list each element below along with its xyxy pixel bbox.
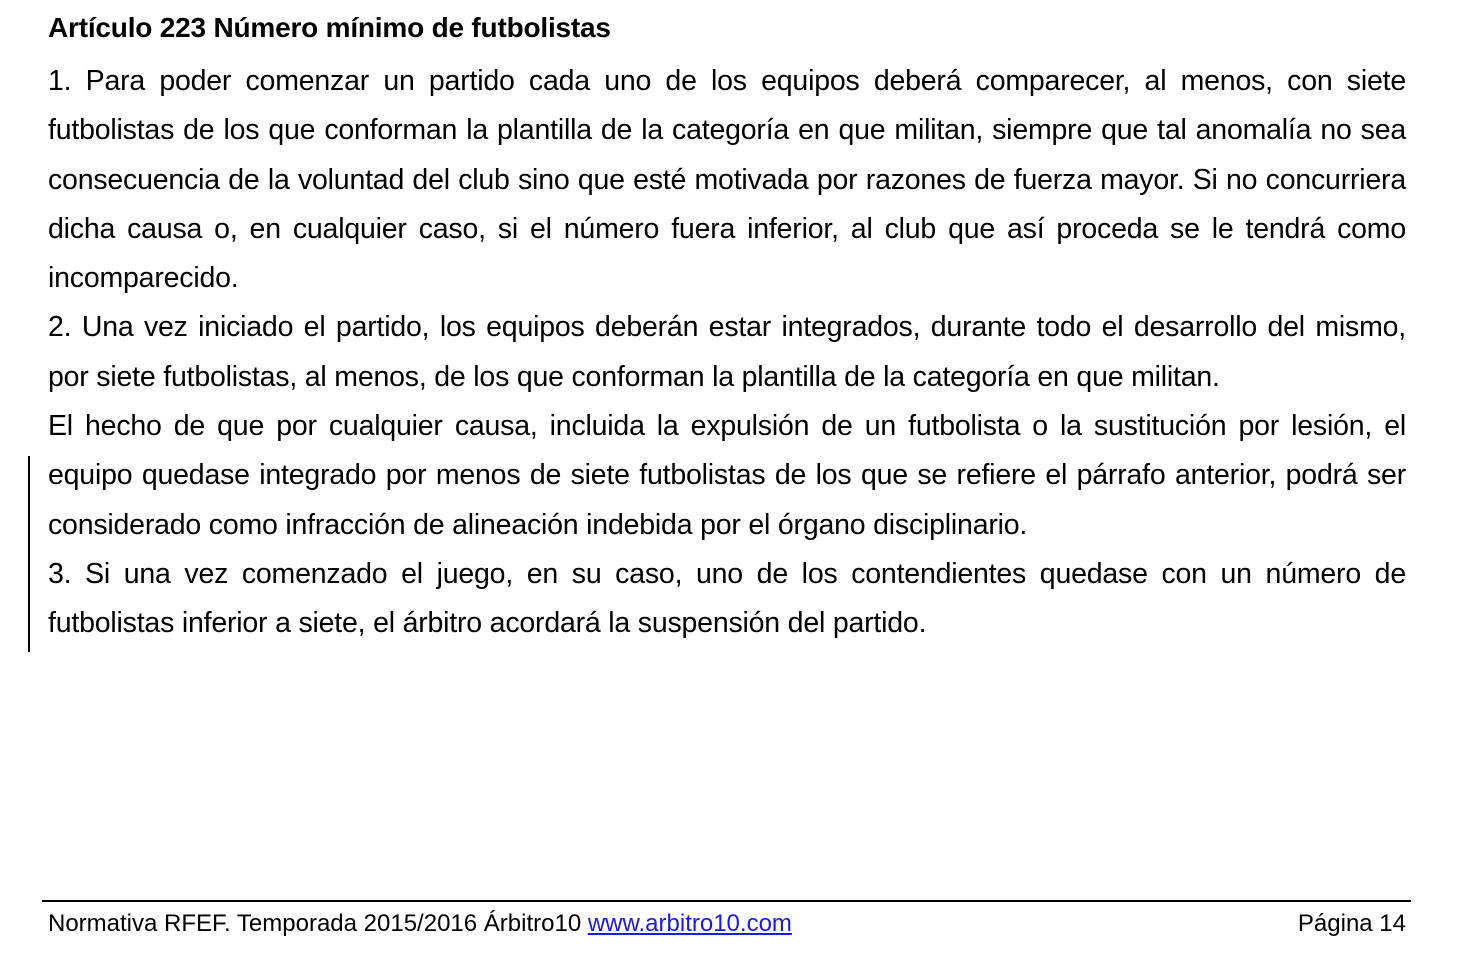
footer-source <box>48 907 792 941</box>
revision-change-bar <box>28 456 30 652</box>
page-footer <box>48 907 1406 941</box>
page-number: Página 14 <box>1297 910 1406 937</box>
footer-website-link[interactable]: www.arbitro10.com <box>587 910 792 937</box>
paragraph-3: 3. Si una vez comenzado el juego, en su caso, uno de los contendientes quedase con un número de futbolistas inferior a siete, el árbitro acordará la suspensión del partido. <box>48 557 1406 640</box>
paragraph-1: 1. Para poder comenzar un partido cada uno de los equipos deberá comparecer, al menos, con siete futbolistas de los que conforman la plantilla de la categoría en que militan, siempre que tal anomalía no sea consecuencia de la voluntad del club sino que esté motivada por razones de fuerza mayor. Si no concurriera dicha causa o, en cualquier caso, si el número fuera inferior, al club que así proceda se le tendrá como incomparecido. <box>48 65 1406 295</box>
article-body <box>48 57 1406 649</box>
paragraph-2-continuation: El hecho de que por cualquier causa, incluida la expulsión de un futbolista o la sustitución por lesión, el equipo quedase integrado por menos de siete futbolistas de los que se refiere el párrafo anterior, podrá ser considerado como infracción de alineación indebida por el órgano disciplinario. <box>48 410 1406 541</box>
article-title: Artículo 223 Número mínimo de futbolistas <box>48 12 611 43</box>
footer-source-text: Normativa RFEF. Temporada 2015/2016 Árbitro10 <box>48 910 588 937</box>
paragraph-2: 2. Una vez iniciado el partido, los equipos deberán estar integrados, durante todo el desarrollo del mismo, por siete futbolistas, al menos, de los que conforman la plantilla de la categoría en que militan. <box>48 311 1406 393</box>
footer-divider <box>42 900 1411 902</box>
